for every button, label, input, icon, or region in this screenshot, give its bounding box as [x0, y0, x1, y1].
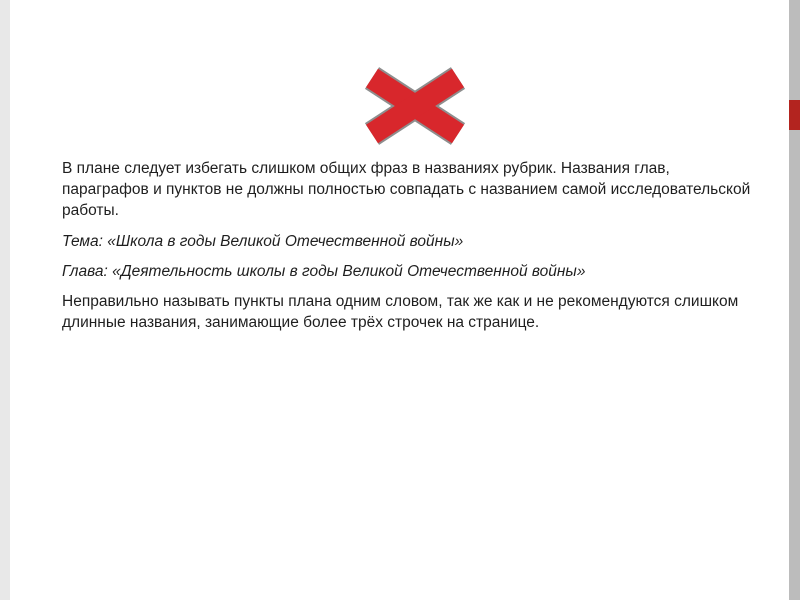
right-decor-bar: [789, 0, 800, 600]
paragraph-conclusion: Неправильно называть пункты плана одним словом, так же как и не рекомендуются слишком длинные названия, занимающие более трёх строчек на странице.: [62, 293, 739, 331]
left-decor-bar: [0, 0, 10, 600]
theme-example: Тема: «Школа в годы Великой Отечественной войны»: [62, 233, 464, 250]
x-mark-icon: [360, 66, 470, 146]
right-accent-strip: [789, 100, 800, 130]
paragraph-intro: В плане следует избегать слишком общих фраз в названиях рубрик. Названия глав, параграфов и пунктов не должны полностью совпадать с названием самой исследовательской работы.: [62, 160, 751, 219]
chapter-example: Глава: «Деятельность школы в годы Великой Отечественной войны»: [62, 263, 586, 280]
slide-body: [62, 158, 752, 343]
x-mark-shape: [372, 78, 458, 134]
